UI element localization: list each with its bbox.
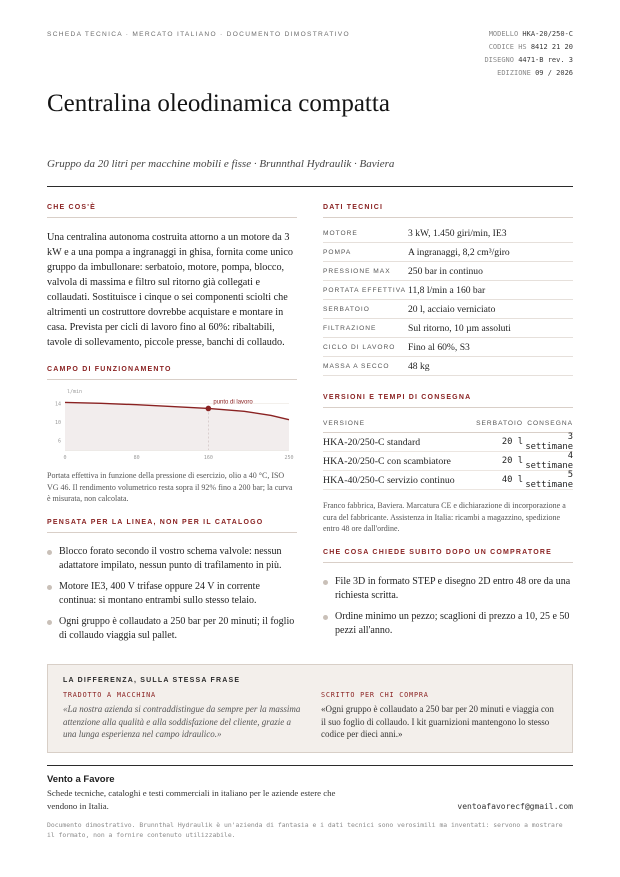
- machine-text: «La nostra azienda si contraddistingue da sempre per la massima attenzione alla qualità e alla soddisfazione del cliente, grazie a una lunga esperienza nel campo idraulico.»: [63, 704, 301, 739]
- table-row: [323, 357, 573, 376]
- table-row: [323, 300, 573, 319]
- comparison-title: LA DIFFERENZA, SULLA STESSA FRASE: [63, 677, 241, 684]
- versions-col-tank: SERBATOIO: [476, 420, 523, 427]
- version-delivery: 4 settimane: [525, 451, 573, 471]
- version-tank: 20 l: [501, 456, 523, 466]
- ident-block: [484, 28, 573, 80]
- spec-table: [323, 224, 573, 376]
- line-bullets: [47, 545, 297, 643]
- version-name: HKA-20/250-C standard: [323, 436, 421, 448]
- footer-disclaimer: Documento dimostrativo. Brunnthal Hydraulik è un'azienda di fantasia e i dati tecnici sono verosimili ma inventati: servono a mostrare il formato, non a fornire contenuto utilizzabile.: [47, 821, 563, 839]
- spec-key: MOTORE: [323, 224, 408, 243]
- section-title-buyer: CHE COSA CHIEDE SUBITO DOPO UN COMPRATORE: [323, 549, 573, 563]
- section-title-line: PENSATA PER LA LINEA, NON PER IL CATALOGO: [47, 519, 297, 533]
- table-row: [323, 471, 573, 490]
- table-row: [323, 452, 573, 471]
- x-tick-label: 160: [203, 455, 213, 461]
- page-title: Centralina oleodinamica compatta: [47, 90, 390, 117]
- versions-note: Franco fabbrica, Baviera. Marcatura CE e dichiarazione di incorporazione a cura del fabbricante. Assistenza in Italia: ricambi a magazzino, spedizione entro 48 ore dall'ordine.: [323, 501, 566, 533]
- footer-divider: [47, 765, 573, 766]
- list-item: Blocco forato secondo il vostro schema valvole: nessun adattatore impilato, nessun punto di trafilamento in più.: [47, 545, 297, 573]
- spec-value: A ingranaggi, 8,2 cm³/giro: [408, 243, 573, 262]
- section-title-range: CAMPO DI FUNZIONAMENTO: [47, 366, 297, 380]
- list-item: Ogni gruppo è collaudato a 250 bar per 20 minuti; il foglio di collaudo viaggia sul pallet.: [47, 615, 297, 643]
- version-delivery: 5 settimane: [525, 470, 573, 490]
- topbar: [47, 28, 573, 88]
- work-point-marker: [206, 406, 212, 412]
- spec-value: 20 l, acciaio verniciato: [408, 300, 573, 319]
- list-item: File 3D in formato STEP e disegno 2D entro 48 ore da una richiesta scritta.: [323, 575, 573, 603]
- y-tick-label: 10: [54, 420, 61, 426]
- footer-description: Schede tecniche, cataloghi e testi commerciali in italiano per le aziende estere che vendono in Italia.: [47, 788, 336, 811]
- buyer-bullets: [323, 575, 573, 638]
- machine-translation: [63, 691, 303, 741]
- x-tick-label: 250: [284, 455, 294, 461]
- table-row: [323, 319, 573, 338]
- ident-hs-code: CODICE HS 8412 21 20: [488, 43, 573, 51]
- table-row: [323, 433, 573, 452]
- work-point-label: punto di lavoro: [213, 399, 253, 406]
- spec-key: PORTATA EFFETTIVA: [323, 281, 408, 300]
- version-name: HKA-40/250-C servizio continuo: [323, 474, 455, 486]
- section-title-specs: DATI TECNICI: [323, 204, 573, 218]
- y-tick-label: 14: [54, 401, 61, 408]
- spec-value: Fino al 60%, S3: [408, 338, 573, 357]
- spec-key: MASSA A SECCO: [323, 357, 408, 376]
- flow-chart: [47, 388, 297, 466]
- section-title-what: CHE COS'È: [47, 204, 297, 218]
- section-title-versions: VERSIONI E TEMPI DI CONSEGNA: [323, 394, 573, 408]
- list-item: Motore IE3, 400 V trifase oppure 24 V in corrente continua: si montano entrambi sullo stesso telaio.: [47, 580, 297, 608]
- header: [47, 28, 573, 88]
- table-row: [323, 243, 573, 262]
- spec-value: 11,8 l/min a 160 bar: [408, 281, 573, 300]
- list-item: Ordine minimo un pezzo; scaglioni di prezzo a 10, 25 e 50 pezzi all'anno.: [323, 610, 573, 638]
- spec-key: CICLO DI LAVORO: [323, 338, 408, 357]
- spec-key: FILTRAZIONE: [323, 319, 408, 338]
- table-row: [323, 262, 573, 281]
- table-row: [323, 224, 573, 243]
- comparison-box: [47, 664, 573, 753]
- spec-key: POMPA: [323, 243, 408, 262]
- x-tick-label: 0: [63, 455, 67, 461]
- spec-value: Sul ritorno, 10 µm assoluti: [408, 319, 573, 338]
- human-label: SCRITTO PER CHI COMPRA: [321, 691, 429, 699]
- ident-drawing: DISEGNO 4471-B rev. 3: [484, 56, 573, 64]
- spec-key: SERBATOIO: [323, 300, 408, 319]
- flow-area: [65, 402, 289, 450]
- y-tick-label: 6: [57, 438, 61, 445]
- y-axis-label: l/min: [67, 389, 83, 395]
- human-text: «Ogni gruppo è collaudato a 250 bar per 20 minuti e viaggia con il suo foglio di collaudo. I kit guarnizioni mantengono lo stesso codice per dieci anni.»: [321, 704, 554, 739]
- kicker: SCHEDA TECNICA · MERCATO ITALIANO · DOCUMENTO DIMOSTRATIVO: [47, 31, 350, 38]
- ident-model: MODELLO HKA-20/250-C: [488, 30, 573, 38]
- left-column: [47, 204, 297, 650]
- table-row: [323, 338, 573, 357]
- version-tank: 20 l: [501, 437, 523, 447]
- version-delivery: 3 settimane: [525, 432, 573, 452]
- spec-value: 48 kg: [408, 357, 573, 376]
- x-tick-label: 80: [133, 455, 140, 461]
- footer-brand: Vento a Favore: [47, 774, 115, 785]
- versions-col-name: VERSIONE: [323, 420, 366, 427]
- spec-value: 250 bar in continuo: [408, 262, 573, 281]
- human-copy: [321, 691, 561, 741]
- chart-caption: Portata effettiva in funzione della pressione di esercizio, olio a 40 °C, ISO VG 46. Il rendimento volumetrico resta sopra il 92% fino a 200 bar; la curva è misurata, non calcolata.: [47, 471, 293, 503]
- version-name: HKA-20/250-C con scambiatore: [323, 455, 451, 467]
- version-tank: 40 l: [501, 475, 523, 485]
- title-divider: [47, 186, 573, 187]
- table-row: [323, 281, 573, 300]
- versions-table: [323, 433, 573, 490]
- what-text: Una centralina autonoma costruita attorno a un motore da 3 kW e a una pompa a ingranaggi in ghisa, fornita come unico gruppo da imbullonare: serbatoio, motore, pompa, blocco, valvola di massima e filtro sul ritorno già collegati e collaudati. Sostituisce i cinque o sei componenti sciolti che altrimenti un costruttore dovrebbe acquistare e montare in casa. Prevista per cicli di lavoro fino al 60%: ribaltabili, tavole di sollevamento, piccole presse, banchi di collaudo.: [47, 232, 293, 348]
- versions-col-time: CONSEGNA: [527, 420, 573, 427]
- footer-email[interactable]: ventoafavorecf@gmail.com: [457, 802, 573, 811]
- spec-value: 3 kW, 1.450 giri/min, IE3: [408, 224, 573, 243]
- right-column: [323, 204, 573, 645]
- flow-chart-svg: [47, 388, 297, 466]
- spec-key: PRESSIONE MAX: [323, 262, 408, 281]
- machine-label: TRADOTTO A MACCHINA: [63, 691, 156, 699]
- page-subtitle: Gruppo da 20 litri per macchine mobili e fisse · Brunnthal Hydraulik · Baviera: [47, 158, 395, 170]
- ident-edition: EDIZIONE 09 / 2026: [497, 69, 573, 77]
